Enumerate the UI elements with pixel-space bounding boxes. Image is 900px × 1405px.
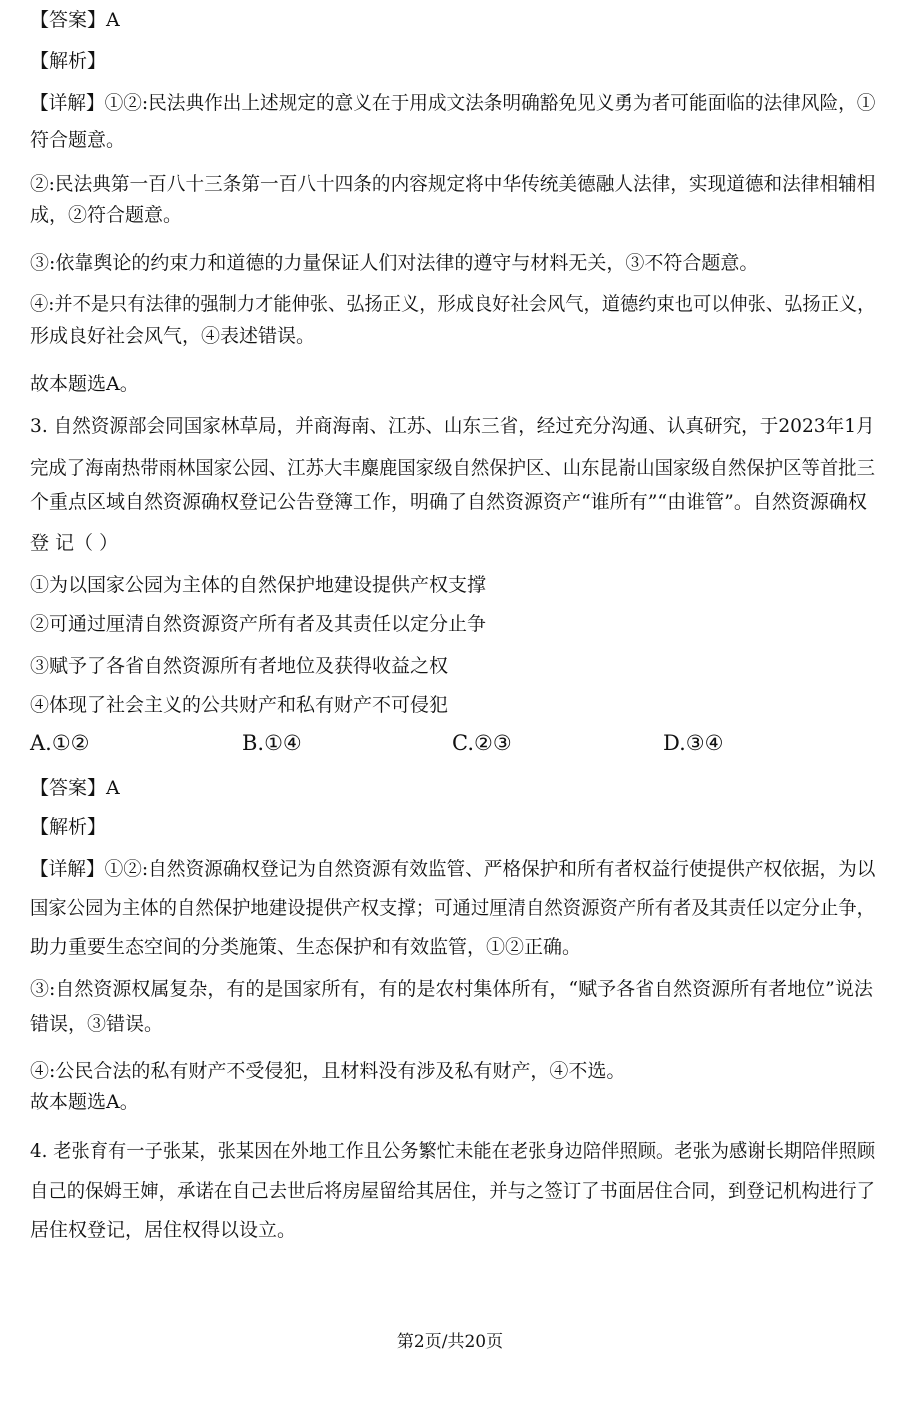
conclusion: 故本题选A。 xyxy=(30,373,139,395)
question-stem: 完成了海南热带雨林国家公园、江苏大丰麋鹿国家级自然保护区、山东昆嵛山国家级自然保护区等首批三 xyxy=(30,457,876,479)
answer-label: 【答案】A xyxy=(30,9,120,31)
answer-label: 【答案】A xyxy=(30,777,120,799)
analysis-label: 【解析】 xyxy=(30,816,107,838)
detail-paragraph: 符合题意。 xyxy=(30,129,126,151)
question-stem: 登 记（ ） xyxy=(30,532,119,554)
statement-item: ②可通过厘清自然资源资产所有者及其责任以定分止争 xyxy=(30,613,487,635)
detail-paragraph: 【详解】①②:自然资源确权登记为自然资源有效监管、严格保护和所有者权益行使提供产权依据，为以 xyxy=(30,858,876,880)
statement-item: ④体现了社会主义的公共财产和私有财产不可侵犯 xyxy=(30,694,449,716)
detail-paragraph: ③:自然资源权属复杂，有的是国家所有，有的是农村集体所有，“赋予各省自然资源所有者地位”说法 xyxy=(30,978,873,1000)
detail-paragraph: ③:依靠舆论的约束力和道德的力量保证人们对法律的遵守与材料无关，③不符合题意。 xyxy=(30,252,759,274)
detail-paragraph: 【详解】①②:民法典作出上述规定的意义在于用成文法条明确豁免见义勇为者可能面临的法律风险，① xyxy=(30,92,876,114)
detail-paragraph: ④:公民合法的私有财产不受侵犯，且材料没有涉及私有财产，④不选。 xyxy=(30,1060,626,1082)
detail-paragraph: 助力重要生态空间的分类施策、生态保护和有效监管，①②正确。 xyxy=(30,936,582,958)
option-b: B.①④ xyxy=(242,731,302,755)
detail-paragraph: ②:民法典第一百八十三条第一百八十四条的内容规定将中华传统美德融人法律，实现道德和法律相辅相 xyxy=(30,173,876,195)
detail-paragraph: 错误，③错误。 xyxy=(30,1013,164,1035)
detail-paragraph: 成，②符合题意。 xyxy=(30,204,183,226)
option-a: A.①② xyxy=(30,731,90,755)
detail-paragraph: ④:并不是只有法律的强制力才能伸张、弘扬正义，形成良好社会风气，道德约束也可以伸张、弘扬正义， xyxy=(30,293,876,315)
question-stem: 居住权登记，居住权得以设立。 xyxy=(30,1219,297,1241)
page-number: 第2页/共20页 xyxy=(396,1332,504,1352)
question-stem: 4. 老张育有一子张某，张某因在外地工作且公务繁忙未能在老张身边陪伴照顾。老张为感谢长期陪伴照顾 xyxy=(30,1140,876,1162)
answer-options xyxy=(30,728,870,758)
statement-item: ③赋予了各省自然资源所有者地位及获得收益之权 xyxy=(30,655,449,677)
detail-paragraph: 国家公园为主体的自然保护地建设提供产权支撑；可通过厘清自然资源资产所有者及其责任以定分止争， xyxy=(30,897,876,919)
question-stem: 个重点区域自然资源确权登记公告登簿工作，明确了自然资源资产“谁所有”“由谁管”。自然资源确权 xyxy=(30,491,867,513)
statement-item: ①为以国家公园为主体的自然保护地建设提供产权支撑 xyxy=(30,574,487,596)
option-c: C.②③ xyxy=(452,731,512,755)
question-stem: 3. 自然资源部会同国家林草局，并商海南、江苏、山东三省，经过充分沟通、认真研究，于2023年1月 xyxy=(30,415,875,437)
option-d: D.③④ xyxy=(663,731,724,755)
conclusion: 故本题选A。 xyxy=(30,1091,139,1113)
detail-paragraph: 形成良好社会风气，④表述错误。 xyxy=(30,325,316,347)
question-stem: 自己的保姆王婶，承诺在自己去世后将房屋留给其居住，并与之签订了书面居住合同，到登记机构进行了 xyxy=(30,1180,876,1202)
analysis-label: 【解析】 xyxy=(30,50,107,72)
